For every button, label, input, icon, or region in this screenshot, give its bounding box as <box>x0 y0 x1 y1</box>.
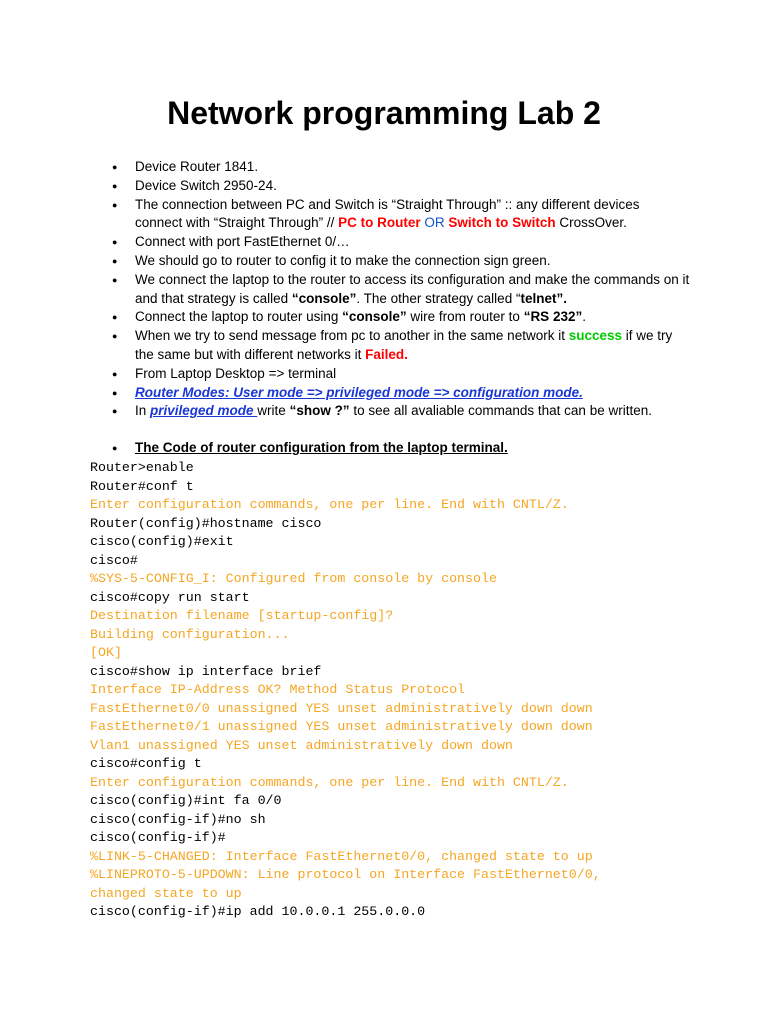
list-item: ● Connect with port FastEthernet 0/… <box>110 233 690 252</box>
terminal-output-line: Building configuration... <box>90 626 290 642</box>
terminal-output-line: %SYS-5-CONFIG_I: Configured from console by console <box>90 571 497 586</box>
terminal-output-line: changed state to up <box>90 885 242 901</box>
list-item: ● Connect the laptop to router using “console” wire from router to “RS 232”. <box>110 308 690 327</box>
terminal-command-line: cisco(config-if)#no sh <box>90 811 266 827</box>
terminal-output-line: Enter configuration commands, one per line. End with CNTL/Z. <box>90 497 569 512</box>
terminal-output-line: %LINK-5-CHANGED: Interface FastEthernet0/0, changed state to up <box>90 848 593 864</box>
terminal-output-line: Vlan1 unassigned YES unset administratively down down <box>90 737 513 753</box>
terminal-output-line: FastEthernet0/1 unassigned YES unset administratively down down <box>90 719 593 734</box>
list-item: ● Device Router 1841. <box>110 158 690 177</box>
failed-text: Failed. <box>365 346 408 362</box>
highlight-text: PC to Router <box>338 215 421 231</box>
terminal-output-line: %LINEPROTO-5-UPDOWN: Line protocol on Interface FastEthernet0/0, <box>90 867 601 882</box>
list-item: ● We should go to router to config it to make the connection sign green. <box>110 252 690 271</box>
notes-list <box>110 158 690 458</box>
list-item: ● From Laptop Desktop => terminal <box>110 365 690 384</box>
highlight-text: Switch to Switch <box>448 215 556 231</box>
terminal-command-line: Router>enable <box>90 460 194 475</box>
terminal-output-line: Enter configuration commands, one per line. End with CNTL/Z. <box>90 774 569 790</box>
privileged-mode-link[interactable]: privileged mode <box>150 403 258 419</box>
terminal-output-line: [OK] <box>90 645 122 660</box>
list-item: ● When we try to send message from pc to another in the same network it success if we try the same but with different networks it Failed. <box>110 327 690 365</box>
terminal-output-line: Destination filename [startup-config]? <box>90 608 394 623</box>
list-item: ● We connect the laptop to the router to access its configuration and make the commands on it and that strategy is called “console”. The other strategy called “telnet”. <box>110 271 690 309</box>
terminal-command-line: cisco#copy run start <box>90 589 250 605</box>
terminal-code-block <box>90 459 750 922</box>
router-modes-link[interactable]: Router Modes: User mode => privileged mode => configuration mode. <box>135 384 583 400</box>
terminal-command-line: cisco#show ip interface brief <box>90 663 322 679</box>
list-item <box>110 384 690 403</box>
list-item: ● In privileged mode write “show ?” to see all avaliable commands that can be written. <box>110 402 690 421</box>
list-item: ● Device Switch 2950-24. <box>110 177 690 196</box>
terminal-command-line: cisco(config)#int fa 0/0 <box>90 793 282 808</box>
list-item <box>110 439 690 458</box>
terminal-command-line: Router(config)#hostname cisco <box>90 515 322 531</box>
page-title: Network programming Lab 2 <box>167 95 601 131</box>
terminal-command-line: cisco(config-if)# <box>90 830 226 845</box>
terminal-output-line: Interface IP-Address OK? Method Status Protocol <box>90 682 466 697</box>
terminal-command-line: cisco#config t <box>90 756 202 771</box>
terminal-command-line: cisco(config-if)#ip add 10.0.0.1 255.0.0.0 <box>90 904 426 919</box>
list-item: ● The connection between PC and Switch is “Straight Through” :: any different devices connect with “Straight Through” // PC to Router OR Switch to Switch CrossOver. <box>110 196 690 234</box>
terminal-command-line: cisco# <box>90 552 138 568</box>
terminal-command-line: Router#conf t <box>90 478 194 494</box>
success-text: success <box>568 328 622 344</box>
terminal-output-line: FastEthernet0/0 unassigned YES unset administratively down down <box>90 700 593 716</box>
section-heading: The Code of router configuration from the laptop terminal. <box>135 440 508 456</box>
terminal-command-line: cisco(config)#exit <box>90 534 234 549</box>
